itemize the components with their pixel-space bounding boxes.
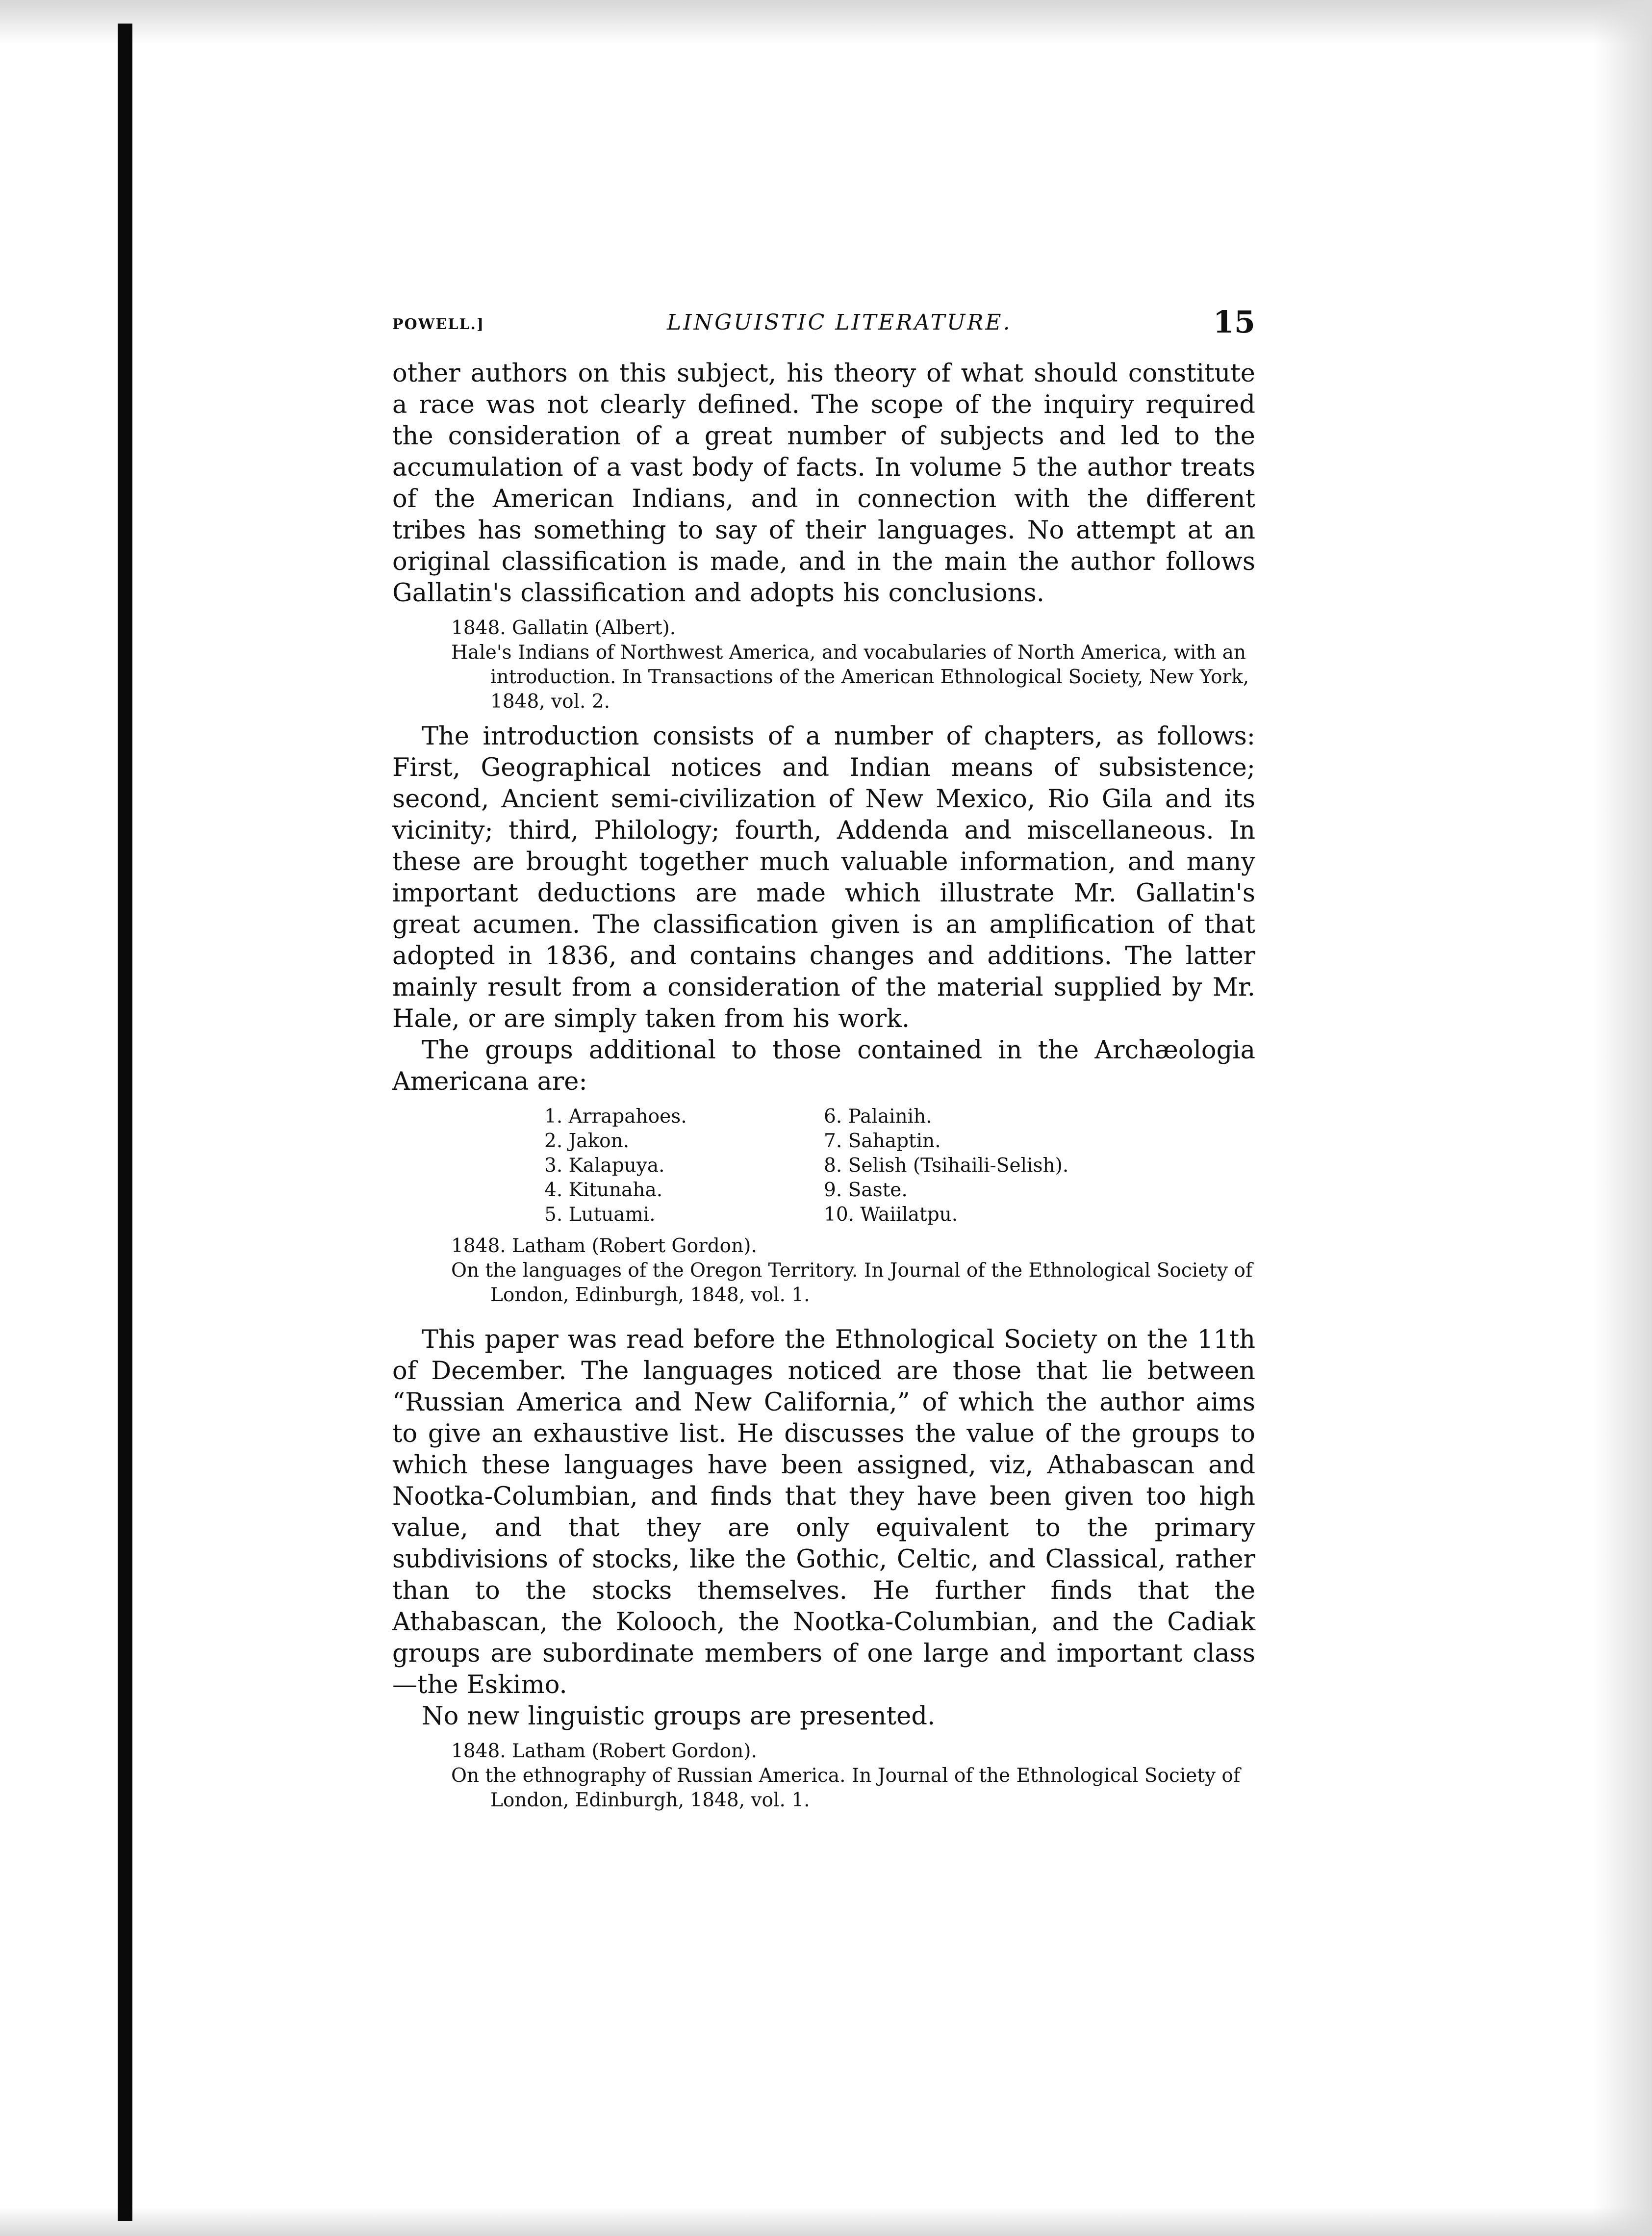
list-item: 3. Kalapuya. xyxy=(544,1155,665,1177)
binding-shadow-bar xyxy=(118,24,132,2221)
citation-3-title xyxy=(392,1764,1255,1813)
page-body xyxy=(392,358,1255,1813)
page-top-edge-shadow xyxy=(0,0,1652,44)
header-author: POWELL.] xyxy=(392,316,485,333)
citation-3-date-author: 1848. Latham (Robert Gordon). xyxy=(451,1740,757,1762)
list-item: 4. Kitunaha. xyxy=(544,1179,663,1201)
citation-2-date-author: 1848. Latham (Robert Gordon). xyxy=(451,1235,757,1257)
citation-1-title-text: Hale's Indians of Northwest America, and vocabularies of North America, with an introduction. In Transactions of the American Ethnological Society, New York, 1848, vol. 2. xyxy=(451,642,1249,713)
citation-1-title xyxy=(392,641,1255,714)
citation-1-date-author: 1848. Gallatin (Albert). xyxy=(451,617,676,639)
page-bottom-edge-shadow xyxy=(0,2207,1652,2236)
paragraph-3: The groups additional to those contained in the Archæologia Americana are: xyxy=(392,1036,1255,1096)
paragraph-5: No new linguistic groups are presented. xyxy=(422,1702,936,1731)
citation-2-title xyxy=(392,1259,1255,1308)
running-header xyxy=(392,304,1255,348)
list-item: 9. Saste. xyxy=(824,1179,908,1201)
paragraph-1: other authors on this subject, his theory of what should constitute a race was not clearly defined. The scope of the inquiry required the consideration of a great number of subjects and led to the accumulation of a vast body of facts. In volume 5 the author treats of the American Indians, and in connection with the different tribes has something to say of their languages. No attempt at an original classification is made, and in the main the author follows Gallatin's classification and adopts his conclusions. xyxy=(392,359,1255,608)
citation-3-title-text: On the ethnography of Russian America. In Journal of the Ethnological Society of London, Edinburgh, 1848, vol. 1. xyxy=(451,1765,1241,1811)
header-title: LINGUISTIC LITERATURE. xyxy=(667,310,1012,335)
groups-list xyxy=(544,1105,1255,1227)
list-item: 5. Lutuami. xyxy=(544,1204,656,1226)
list-item: 2. Jakon. xyxy=(544,1130,630,1152)
paragraph-2: The introduction consists of a number of chapters, as follows: First, Geographical notices and Indian means of subsistence; second, Ancient semi-civilization of New Mexico, Rio Gila and its vicinity; third, Philology; fourth, Addenda and miscellaneous. In these are brought together much valuable information, and many important deductions are made which illustrate Mr. Gallatin's great acumen. The classification given is an amplification of that adopted in 1836, and contains changes and additions. The latter mainly result from a consideration of the material supplied by Mr. Hale, or are simply taken from his work. xyxy=(392,722,1255,1033)
page-number: 15 xyxy=(1213,304,1255,340)
paragraph-4: This paper was read before the Ethnological Society on the 11th of December. The languages noticed are those that lie between “Russian America and New California,” of which the author aims to give an exhaustive list. He discusses the value of the groups to which these languages have been assigned, viz, Athabascan and Nootka-Columbian, and finds that they have been given too high value, and that they are only equivalent to the primary subdivisions of stocks, like the Gothic, Celtic, and Classical, rather than to the stocks themselves. He further finds that the Athabascan, the Kolooch, the Nootka-Columbian, and the Cadiak groups are subordinate members of one large and important class—the Eskimo. xyxy=(392,1325,1255,1699)
list-item: 6. Palainih. xyxy=(824,1105,932,1128)
citation-2-title-text: On the languages of the Oregon Territory. In Journal of the Ethnological Society of London, Edinburgh, 1848, vol. 1. xyxy=(451,1259,1253,1306)
list-item: 7. Sahaptin. xyxy=(824,1130,941,1152)
page-right-edge-shadow xyxy=(1593,0,1652,2236)
list-item: 8. Selish (Tsihaili-Selish). xyxy=(824,1155,1069,1177)
list-item: 1. Arrapahoes. xyxy=(544,1105,687,1128)
list-item: 10. Waiilatpu. xyxy=(824,1204,958,1226)
